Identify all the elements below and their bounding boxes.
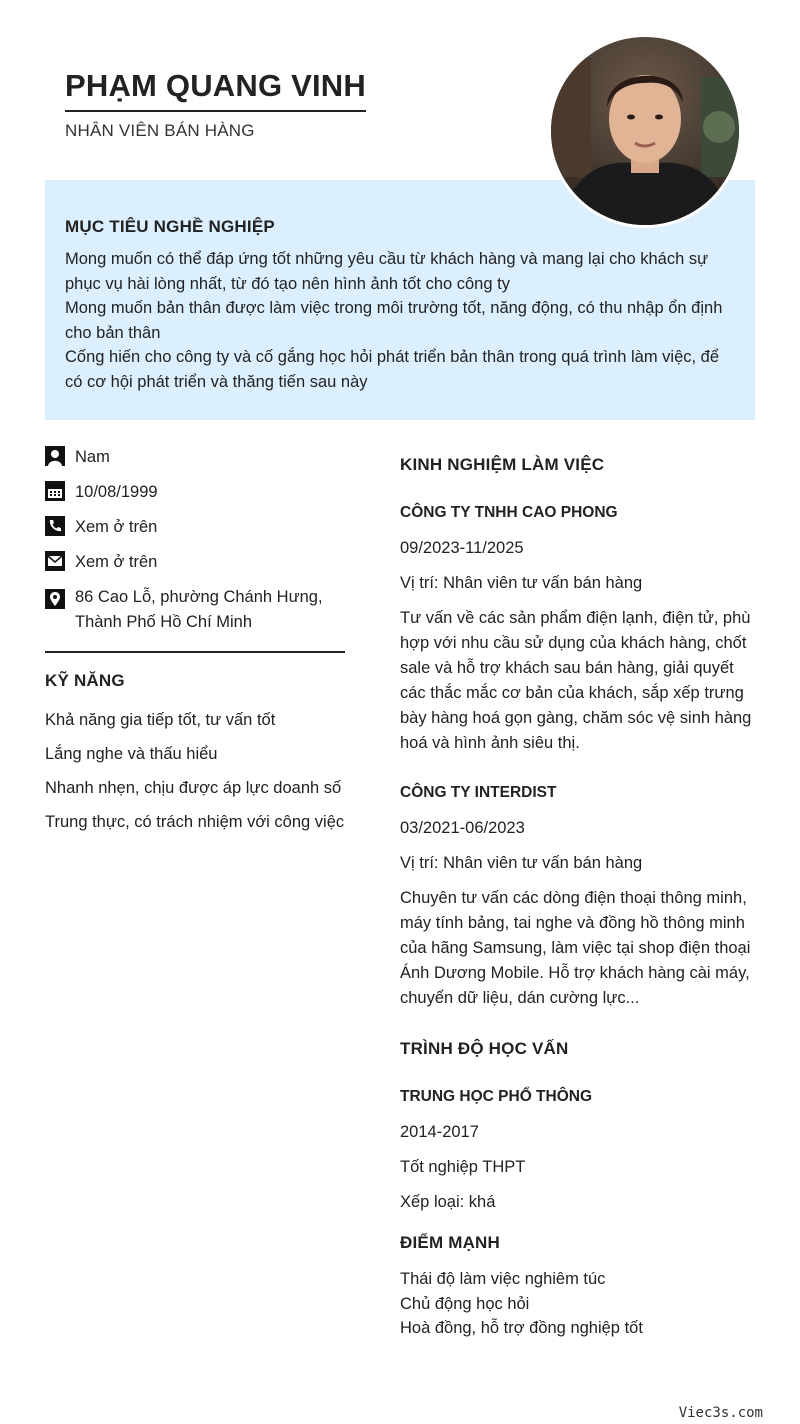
birthday-value: 10/08/1999	[75, 483, 158, 501]
strengths-title: ĐIỂM MẠNH	[400, 1233, 501, 1252]
mail-icon	[45, 551, 65, 571]
left-column	[45, 445, 345, 844]
strength-item: Hoà đồng, hỗ trợ đồng nghiệp tốt	[400, 1319, 643, 1337]
watermark: Viec3s.com	[678, 1405, 763, 1421]
job-entry	[400, 784, 755, 1011]
avatar	[548, 34, 742, 228]
phone-value: Xem ở trên	[75, 518, 158, 536]
email-row	[45, 550, 345, 575]
cv-header	[65, 68, 366, 141]
job-company: CÔNG TY TNHH CAO PHONG	[400, 504, 618, 521]
job-entry	[400, 504, 755, 756]
job-position: Vị trí: Nhân viên tư vấn bán hàng	[400, 854, 643, 872]
gender-value: Nam	[75, 448, 110, 466]
email-value: Xem ở trên	[75, 553, 158, 571]
education-rank: Xếp loại: khá	[400, 1193, 496, 1211]
calendar-icon	[45, 481, 65, 501]
right-column	[400, 455, 755, 1341]
job-period: 03/2021-06/2023	[400, 819, 525, 837]
strength-item: Thái độ làm việc nghiêm túc	[400, 1270, 606, 1288]
gender-row	[45, 445, 345, 470]
skills-title: KỸ NĂNG	[45, 671, 125, 690]
candidate-name: PHẠM QUANG VINH	[65, 68, 366, 112]
section-divider	[45, 651, 345, 653]
objective-title: MỤC TIÊU NGHỀ NGHIỆP	[65, 217, 275, 236]
objective-line: Cống hiến cho công ty và cố gắng học hỏi phát triển bản thân trong quá trình làm việc, để có cơ hội phát triển và thăng tiến sau này	[65, 348, 720, 391]
person-icon	[45, 446, 65, 466]
experience-title: KINH NGHIỆM LÀM VIỆC	[400, 455, 605, 474]
address-value: 86 Cao Lỗ, phường Chánh Hưng, Thành Phố Hồ Chí Minh	[75, 588, 323, 631]
job-company: CÔNG TY INTERDIST	[400, 784, 557, 801]
skill-item: Trung thực, có trách nhiệm với công việc	[45, 813, 345, 831]
candidate-title: NHÂN VIÊN BÁN HÀNG	[65, 121, 255, 140]
objective-line: Mong muốn bản thân được làm việc trong môi trường tốt, năng động, có thu nhập ổn định cho bản thân	[65, 299, 723, 342]
phone-row	[45, 515, 345, 540]
education-title: TRÌNH ĐỘ HỌC VẤN	[400, 1039, 569, 1058]
avatar-photo	[551, 37, 739, 225]
job-period: 09/2023-11/2025	[400, 539, 524, 557]
education-school: TRUNG HỌC PHỔ THÔNG	[400, 1088, 593, 1105]
skill-item: Nhanh nhẹn, chịu được áp lực doanh số	[45, 779, 342, 797]
job-description: Chuyên tư vấn các dòng điện thoại thông minh, máy tính bảng, tai nghe và đồng hồ thông minh của hãng Samsung, làm việc tại shop điện thoại Ánh Dương Mobile. Hỗ trợ khách hàng cài máy, chuyển dữ liệu, dán cường lực...	[400, 889, 751, 1007]
address-row	[45, 585, 345, 635]
job-position: Vị trí: Nhân viên tư vấn bán hàng	[400, 574, 643, 592]
strength-item: Chủ động học hỏi	[400, 1294, 530, 1313]
birthday-row	[45, 480, 345, 505]
job-description: Tư vấn về các sản phẩm điện lạnh, điện tử, phù hợp với nhu cầu sử dụng của khách hàng, chốt sale và hỗ trợ khách sau bán hàng, giải quyết các thắc mắc cơ bản của khách, sắp xếp trưng bày hàng hoá gọn gàng, chăm sóc vệ sinh hàng hoá và hình ảnh siêu thị.	[400, 609, 752, 752]
phone-icon	[45, 516, 65, 536]
education-degree: Tốt nghiệp THPT	[400, 1158, 526, 1176]
location-pin-icon	[45, 589, 65, 609]
skill-item: Lắng nghe và thấu hiểu	[45, 745, 218, 763]
skill-item: Khả năng gia tiếp tốt, tư vấn tốt	[45, 711, 276, 729]
objective-line: Mong muốn có thể đáp ứng tốt những yêu cầu từ khách hàng và mang lại cho khách sự phục vụ hài lòng nhất, từ đó tạo nên hình ảnh tốt cho công ty	[65, 250, 709, 293]
education-period: 2014-2017	[400, 1123, 479, 1141]
